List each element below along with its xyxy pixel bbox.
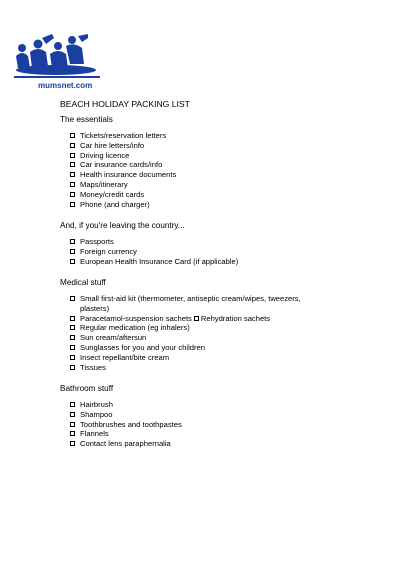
item-label: Contact lens paraphernalia: [80, 439, 171, 449]
checkbox[interactable]: [70, 335, 75, 340]
section-heading: The essentials: [60, 115, 113, 124]
checkbox[interactable]: [70, 162, 75, 167]
list-item: [70, 170, 360, 180]
family-silhouette-icon: [12, 34, 102, 80]
item-label: Foreign currency: [80, 246, 137, 256]
checkbox[interactable]: [70, 355, 75, 360]
item-label: Sun cream/aftersun: [80, 333, 147, 343]
item-label: Driving licence: [80, 150, 130, 160]
checkbox[interactable]: [70, 153, 75, 158]
checkbox[interactable]: [70, 172, 75, 177]
checkbox[interactable]: [70, 192, 75, 197]
item-label: Health insurance documents: [80, 170, 177, 180]
list-item: [70, 314, 330, 324]
checkbox[interactable]: [70, 259, 75, 264]
list-item: [70, 429, 360, 439]
item-label: Flannels: [80, 429, 109, 439]
list-item: [70, 131, 360, 141]
item-label: Shampoo: [80, 409, 113, 419]
list-item: [70, 410, 360, 420]
section-heading: Medical stuff: [60, 278, 106, 287]
item-label: Rehydration sachets: [200, 313, 271, 323]
mumsnet-logo: [12, 34, 102, 94]
checkbox[interactable]: [70, 422, 75, 427]
section-heading: And, if you're leaving the country...: [60, 221, 185, 230]
checkbox[interactable]: [194, 316, 199, 321]
list-item: [70, 363, 330, 373]
item-label: Toothbrushes and toothpastes: [80, 419, 182, 429]
list-item: [70, 294, 330, 314]
logo-text: mumsnet.com: [38, 81, 93, 90]
section-bathroom: [60, 384, 360, 449]
item-label: Sunglasses for you and your children: [80, 342, 205, 352]
list-item: [70, 343, 330, 353]
list-item: [70, 141, 360, 151]
checkbox[interactable]: [70, 441, 75, 446]
checkbox[interactable]: [70, 365, 75, 370]
item-label: Tickets/reservation letters: [80, 131, 167, 140]
list-item: [70, 247, 360, 257]
list-item: [70, 333, 330, 343]
section-abroad: [60, 221, 360, 266]
checkbox[interactable]: [70, 202, 75, 207]
list-item: [70, 400, 360, 410]
item-label: Insect repellant/bite cream: [80, 352, 170, 362]
document-title: BEACH HOLIDAY PACKING LIST: [60, 99, 190, 109]
list-item: [70, 180, 360, 190]
item-label: Tissues: [80, 362, 106, 372]
item-label: Small first-aid kit (thermometer, antiseptic cream/wipes, tweezers, plasters): [80, 294, 301, 313]
list-item: [70, 353, 330, 363]
checkbox[interactable]: [70, 431, 75, 436]
item-label: Money/credit cards: [80, 189, 145, 199]
item-label: European Health Insurance Card (if applicable): [80, 256, 239, 266]
checkbox[interactable]: [70, 412, 75, 417]
list-item: [70, 200, 360, 210]
list-item: [70, 151, 360, 161]
item-label: Car hire letters/info: [80, 140, 145, 150]
list-item: [70, 420, 360, 430]
checkbox[interactable]: [70, 133, 75, 138]
item-label: Hairbrush: [80, 400, 113, 409]
item-label: Regular medication (eg inhalers): [80, 323, 190, 333]
checkbox[interactable]: [70, 345, 75, 350]
section-heading: Bathroom stuff: [60, 384, 114, 393]
checkbox[interactable]: [70, 143, 75, 148]
checkbox[interactable]: [70, 182, 75, 187]
section-essentials: [60, 115, 360, 209]
checkbox[interactable]: [70, 249, 75, 254]
checkbox[interactable]: [70, 239, 75, 244]
list-item: [70, 439, 360, 449]
checkbox[interactable]: [70, 325, 75, 330]
list-item: [70, 323, 330, 333]
checkbox[interactable]: [70, 296, 75, 301]
section-medical: [60, 278, 330, 372]
item-label: Phone (and charger): [80, 199, 150, 209]
item-label: Maps/itinerary: [80, 179, 128, 189]
checkbox[interactable]: [70, 316, 75, 321]
list-item: [70, 190, 360, 200]
checkbox[interactable]: [70, 402, 75, 407]
list-item: [70, 160, 360, 170]
item-label: Car insurance cards/info: [80, 160, 163, 170]
item-label: Passports: [80, 237, 114, 246]
list-item: [70, 257, 360, 267]
item-label: Paracetamol-suspension sachets: [80, 313, 192, 323]
list-item: [70, 237, 360, 247]
